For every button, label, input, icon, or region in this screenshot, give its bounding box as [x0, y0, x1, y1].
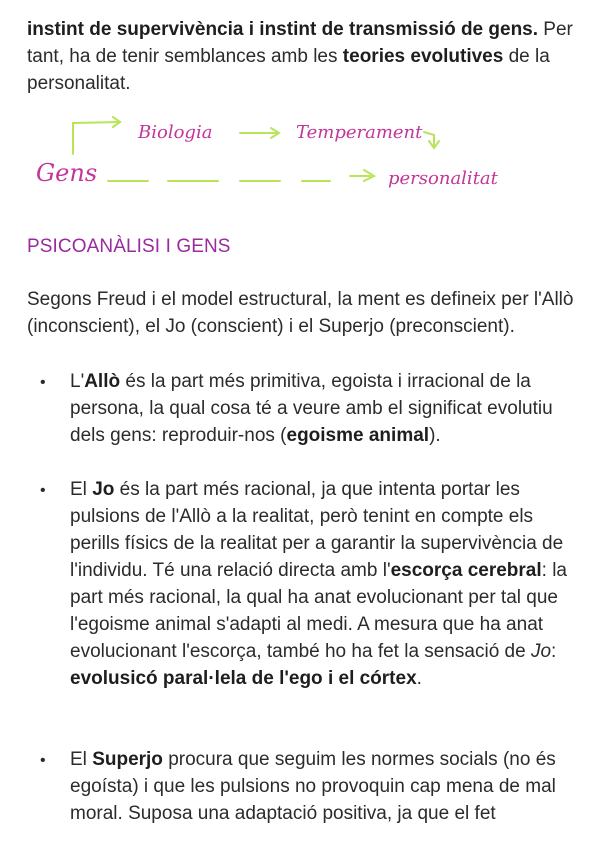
- bold-term: Superjo: [92, 749, 163, 770]
- intro-bold-2: teories evolutives: [342, 46, 504, 67]
- list-item-allo: [70, 368, 570, 449]
- text: El: [70, 479, 93, 500]
- text: :: [551, 641, 557, 662]
- list-item-jo: [70, 476, 570, 692]
- bold-term: Jo: [92, 479, 115, 500]
- label-temperament: Temperament: [296, 122, 423, 143]
- intro-text-2: Per tant, ha de tenir semblances amb les: [27, 19, 573, 67]
- label-personalitat: personalitat: [388, 168, 498, 189]
- text: és la part més primitiva, egoista i irracional de la persona, la qual cosa té a veure amb el significat evolutiu dels gens: reproduir-nos (: [70, 371, 553, 446]
- text: ).: [429, 425, 441, 446]
- bullet-marker: •: [40, 752, 46, 769]
- text: L': [70, 371, 85, 392]
- list-item-superjo: [70, 746, 570, 827]
- label-gens: Gens: [36, 159, 98, 187]
- text: .: [416, 668, 422, 689]
- bullet-marker: •: [40, 482, 46, 499]
- section-paragraph: Segons Freud i el model estructural, la ment es defineix per l'Allò (inconscient), el Jo (conscient) i el Superjo (preconscient).: [27, 289, 574, 337]
- text: procura que seguim les normes socials (no és egoísta) i que les pulsions no provoquin cap mena de mal moral. Suposa una adaptació positiva, ja que el fet: [70, 749, 556, 824]
- italic-term: Jo: [530, 641, 552, 662]
- bold-term: Allò: [84, 371, 121, 392]
- label-biologia: Biologia: [138, 122, 213, 143]
- section-heading: PSICOANÀLISI I GENS: [27, 236, 231, 257]
- bold-term: evolusicó paral·lela de l'ego i el córtex: [70, 668, 417, 689]
- bold-term: egoisme animal: [286, 425, 430, 446]
- text: és la part més racional, ja que intenta portar les pulsions de l'Allò a la realitat, però tenint en compte els perills físics de la realitat per a garantir la supervivència de l'individu. Té una relació directa amb l': [70, 479, 564, 581]
- text: : la part més racional, la qual ha anat evolucionant per tal que l'egoisme animal s'adapti al medi. A mesura que ha anat evolucionant l'escorça, també ho ha fet la sensació de: [70, 560, 567, 662]
- intro-text-3: de la personalitat.: [27, 46, 550, 94]
- bold-term: escorça cerebral: [390, 560, 542, 581]
- text: El: [70, 749, 93, 770]
- intro-bold-1: instint de supervivència i instint de transmissió de gens.: [27, 19, 539, 40]
- bullet-marker: •: [40, 374, 46, 391]
